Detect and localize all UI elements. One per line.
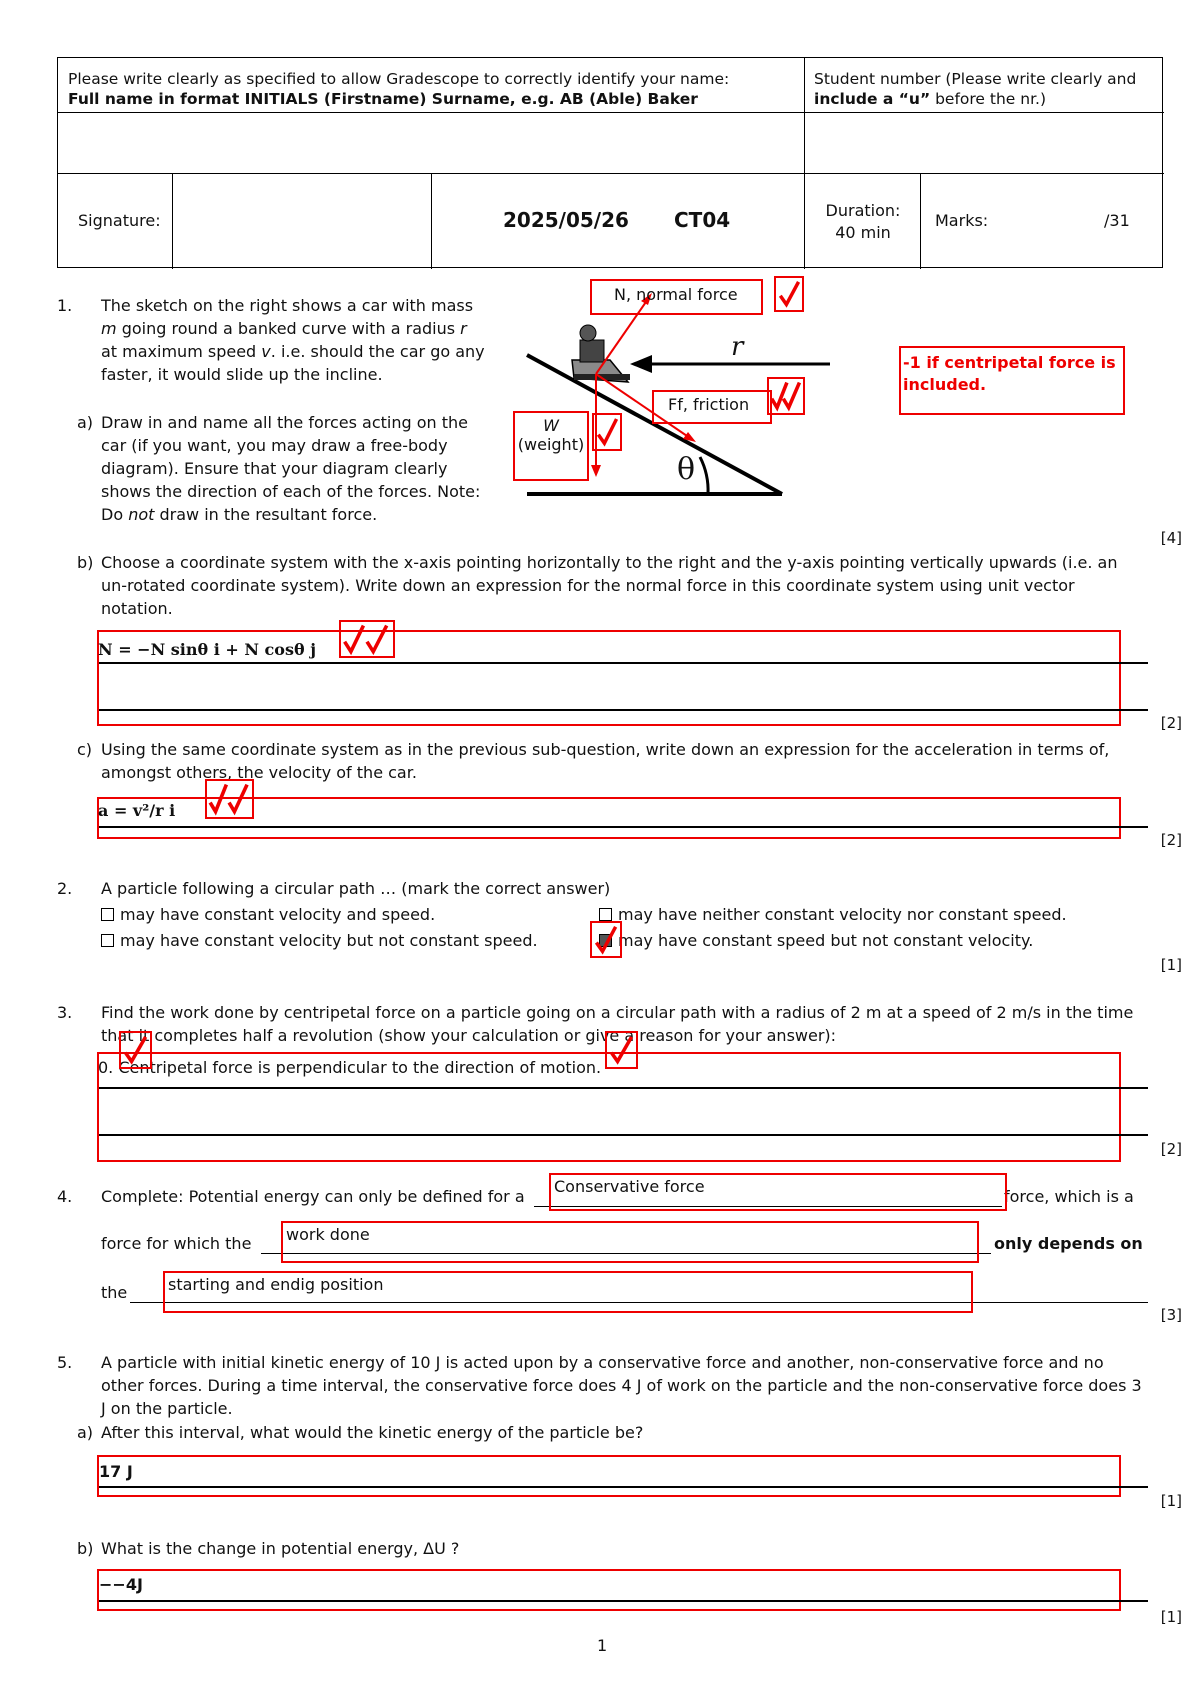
signature-label: Signature: bbox=[78, 211, 161, 230]
q2-option-2[interactable] bbox=[599, 903, 1067, 926]
q1-intro: The sketch on the right shows a car with mass m going round a banked curve with a radius r at maximum speed v. i.e. should the car go any faster, it would slide up the incline. bbox=[101, 294, 501, 386]
q4-line3a: the bbox=[101, 1283, 128, 1302]
q5b-answer: −−4J bbox=[99, 1575, 143, 1594]
q1a-line: Do bbox=[101, 505, 124, 524]
q4-marks: [3] bbox=[1160, 1306, 1182, 1324]
name-field[interactable] bbox=[58, 117, 802, 169]
q1a-label: a) bbox=[77, 413, 94, 432]
q5a-answer: 17 J bbox=[99, 1462, 133, 1481]
duration-value: 40 min bbox=[835, 223, 891, 242]
tick-mark-icon bbox=[767, 377, 805, 415]
friction-label-text: Ff, friction bbox=[668, 395, 750, 414]
name-format-line: Full name in format INITIALS (Firstname) Surname, e.g. AB (Able) Baker bbox=[68, 90, 698, 108]
q1a-line: draw in the resultant force. bbox=[159, 505, 378, 524]
q1a-line: shows the direction of each of the forces. Note: bbox=[101, 482, 481, 501]
student-number-line: Student number (Please write clearly and bbox=[814, 70, 1137, 88]
q1a-line: Draw in and name all the forces acting on the bbox=[101, 413, 469, 432]
weight-symbol: W bbox=[543, 416, 559, 435]
q4-answer-3-text: starting and endig position bbox=[168, 1275, 384, 1294]
q4-line1b: force, which is a bbox=[1004, 1187, 1134, 1206]
checkbox[interactable] bbox=[599, 908, 612, 921]
car-icon bbox=[572, 325, 630, 382]
q4-answer-1[interactable] bbox=[549, 1173, 1007, 1211]
grader-note: -1 if centripetal force is included. bbox=[899, 346, 1125, 415]
q1b-label: b) bbox=[77, 553, 94, 572]
q1-intro-line: going round a banked curve with a radius bbox=[121, 319, 456, 338]
marks-label: Marks: bbox=[935, 211, 989, 230]
student-number-suffix: before the nr.) bbox=[930, 90, 1047, 108]
q1a-line: car (if you want, you may draw a free-body bbox=[101, 436, 448, 455]
q5-number: 5. bbox=[57, 1353, 73, 1372]
radius-label: r bbox=[731, 332, 744, 362]
q4-line2b: only depends on bbox=[994, 1234, 1143, 1253]
q1a-line: diagram). Ensure that your diagram clearly bbox=[101, 459, 448, 478]
normal-force-label bbox=[590, 279, 763, 315]
signature-field[interactable] bbox=[173, 175, 429, 267]
q4-answer-2-text: work done bbox=[286, 1225, 370, 1244]
answer-line bbox=[99, 1087, 1148, 1089]
answer-line bbox=[99, 826, 1148, 828]
q1b-text: Choose a coordinate system with the x-axis pointing horizontally to the right and the y-axis pointing vertically upwards (i.e. an un-rotated coordinate system). Write down an expression for the normal force in this coordinate system using unit vector notation. bbox=[101, 553, 1118, 618]
q1-intro-line: i.e. should the car go any bbox=[280, 342, 485, 361]
angle-label: θ bbox=[677, 452, 696, 487]
q2-number: 2. bbox=[57, 879, 73, 898]
q2-option-1[interactable] bbox=[101, 903, 435, 926]
tick-mark-icon bbox=[592, 413, 622, 451]
q1c-label: c) bbox=[77, 740, 93, 759]
tick-mark-icon bbox=[205, 779, 254, 819]
q1b-answer: N = −N sinθ i + N cosθ j bbox=[98, 640, 317, 659]
q2-option-text: may have constant velocity and speed. bbox=[120, 905, 436, 924]
q2-text: A particle following a circular path … (mark the correct answer) bbox=[101, 879, 611, 898]
tick-mark-icon bbox=[590, 921, 622, 958]
friction-label bbox=[652, 390, 772, 424]
tick-mark-icon bbox=[119, 1031, 152, 1069]
q3-number: 3. bbox=[57, 1003, 73, 1022]
test-code: CT04 bbox=[674, 208, 731, 232]
q5b-text: What is the change in potential energy, ΔU ? bbox=[101, 1539, 460, 1558]
q3-text: Find the work done by centripetal force on a particle going on a circular path with a radius of 2 m at a speed of 2 m/s in the time that it completes half a revolution (show your calculation or give a reason for your answer): bbox=[101, 1003, 1134, 1045]
duration-label: Duration: bbox=[825, 201, 901, 220]
q5a-text: After this interval, what would the kinetic energy of the particle be? bbox=[101, 1423, 644, 1442]
q5a-label: a) bbox=[77, 1423, 94, 1442]
tick-mark-icon bbox=[605, 1031, 638, 1069]
weight-label bbox=[513, 411, 589, 481]
q2-option-text: may have constant speed but not constant velocity. bbox=[618, 931, 1034, 950]
q4-answer-3[interactable] bbox=[163, 1271, 973, 1313]
q1c-marks: [2] bbox=[1160, 831, 1182, 849]
q1a-marks: [4] bbox=[1160, 529, 1182, 547]
checkbox[interactable] bbox=[101, 934, 114, 947]
q2-option-3[interactable] bbox=[101, 929, 538, 952]
q4-answer-2[interactable] bbox=[281, 1221, 979, 1263]
q4-answer-1-text: Conservative force bbox=[554, 1177, 705, 1196]
q1b-marks: [2] bbox=[1160, 714, 1182, 732]
weight-sub-label: (weight) bbox=[517, 435, 585, 454]
exam-date: 2025/05/26 bbox=[503, 208, 629, 232]
q1-number: 1. bbox=[57, 296, 73, 315]
q1c-text: Using the same coordinate system as in the previous sub-question, write down an expression for the acceleration in terms of, amongst others, the velocity of the car. bbox=[101, 740, 1110, 782]
q4-line1a: Complete: Potential energy can only be defined for a bbox=[101, 1187, 525, 1206]
q5-text: A particle with initial kinetic energy of 10 J is acted upon by a conservative force and another, non-conservative force and no other forces. During a time interval, the conservative force does 4 J of work on the particle and the non-conservative force does 3 J on the particle. bbox=[101, 1353, 1142, 1418]
q5b-answer-box[interactable] bbox=[97, 1569, 1121, 1611]
name-instruction-line: Please write clearly as specified to allow Gradescope to correctly identify your name: bbox=[68, 70, 730, 88]
student-number-u-note: include a “u” bbox=[814, 90, 931, 108]
q2-option-4[interactable] bbox=[599, 929, 1033, 952]
tick-mark-icon bbox=[339, 620, 395, 658]
q1-intro-line: faster, it would slide up the incline. bbox=[101, 365, 383, 384]
q3-marks: [2] bbox=[1160, 1140, 1182, 1158]
tick-mark-icon bbox=[774, 276, 804, 312]
answer-line bbox=[99, 1600, 1148, 1602]
q4-line2a: force for which the bbox=[101, 1234, 252, 1253]
q1a-text bbox=[101, 411, 501, 526]
q5a-answer-box[interactable] bbox=[97, 1455, 1121, 1497]
page-number: 1 bbox=[597, 1636, 608, 1655]
duration bbox=[806, 200, 920, 244]
q4-number: 4. bbox=[57, 1187, 73, 1206]
q5b-marks: [1] bbox=[1160, 1608, 1182, 1626]
q1a-line: not bbox=[128, 505, 155, 524]
name-instructions bbox=[68, 70, 729, 108]
q2-marks: [1] bbox=[1160, 956, 1182, 974]
q1c-answer: a = v²/r i bbox=[98, 801, 176, 820]
q3-answer: 0. Centripetal force is perpendicular to the direction of motion. bbox=[98, 1058, 602, 1077]
normal-force-label-text: N, normal force bbox=[614, 285, 738, 304]
answer-line bbox=[99, 662, 1148, 664]
q5a-marks: [1] bbox=[1160, 1492, 1182, 1510]
student-number-instructions bbox=[814, 70, 1136, 108]
checkbox[interactable] bbox=[101, 908, 114, 921]
q1-intro-line: at maximum speed bbox=[101, 342, 257, 361]
answer-line bbox=[99, 709, 1148, 711]
q1-intro-line: The sketch on the right shows a car with mass bbox=[101, 296, 474, 315]
q2-option-text: may have constant velocity but not constant speed. bbox=[120, 931, 538, 950]
answer-line bbox=[99, 1134, 1148, 1136]
marks-total: /31 bbox=[1104, 211, 1130, 230]
q5b-label: b) bbox=[77, 1539, 94, 1558]
student-number-field[interactable] bbox=[805, 117, 1162, 169]
q2-option-text: may have neither constant velocity nor constant speed. bbox=[618, 905, 1067, 924]
answer-line bbox=[99, 1486, 1148, 1488]
